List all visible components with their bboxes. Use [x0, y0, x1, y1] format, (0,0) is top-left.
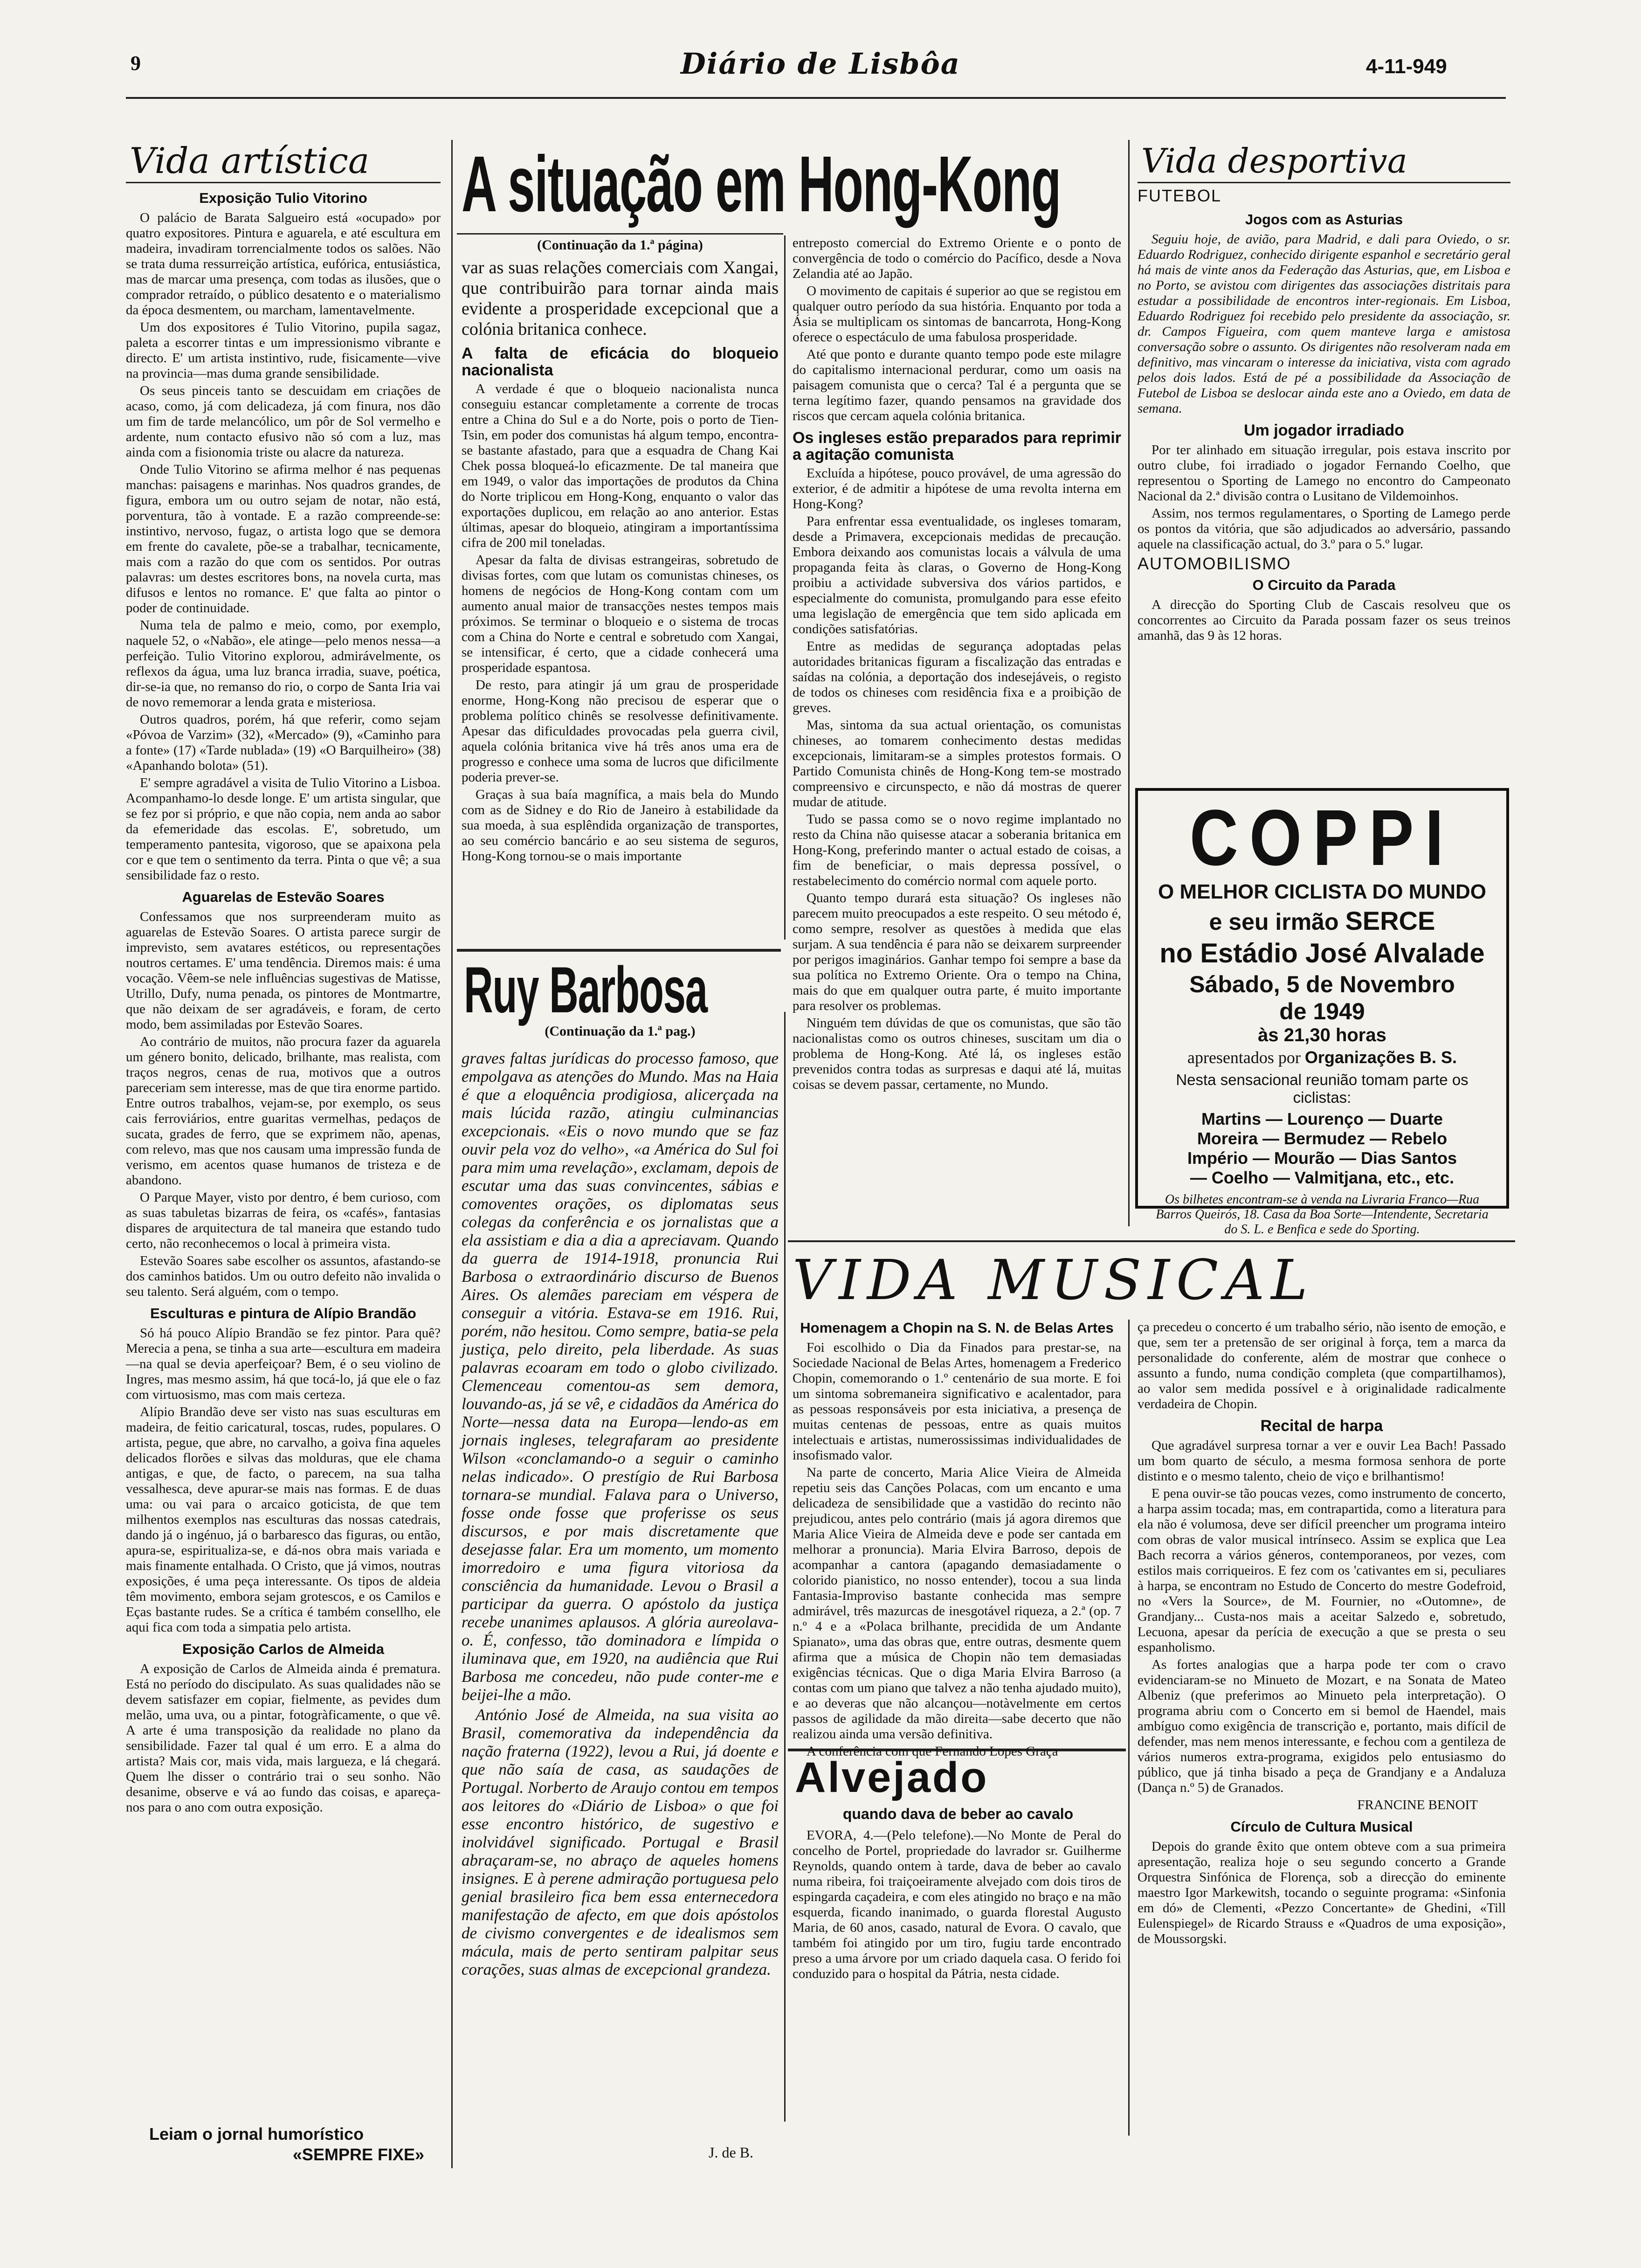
musical-col-a [793, 1320, 1121, 1759]
paragraph: Mas, sintoma da sua actual orientação, os comunistas chineses, ao tomarem conhecimento destas medidas excepcionais, limitaram-se a simples protestos formais. O Partido Comunista chinês de Hong-Kong tem-se mostrado compreensivo e circunspecto, e não dá mostras de querer mudar de atitude. [793, 718, 1121, 809]
paragraph: Ninguém tem dúvidas de que os comunistas, que são tão nacionalistas como os outros chineses, suscitam um dia o problema de Hong-Kong. Até lá, os ingleses estão prevenidos contra todas as surpresas e daqui até lá, muitas coisas se devem passar, certamente, no Mundo. [793, 1016, 1121, 1092]
sports-articles [1138, 211, 1510, 643]
rule-musical-top [788, 1240, 1515, 1242]
page-number: 9 [131, 52, 141, 75]
hongkong-rule [457, 233, 783, 235]
column-rule-2 [1128, 140, 1130, 1226]
coppi-riders-4: — Coelho — Valmitjana, etc., etc. [1190, 1168, 1455, 1187]
paragraph: As fortes analogias que a harpa pode ter com o cravo evidenciaram-se no Minueto de Mozart, e na Sonata de Mateo Albeniz (que preferimos ao Minueto pela interpretação). O programa abriu com o Concerto em si bemol de Haendel, mais ambíguo como exigência de transcrição e, portanto, mais difícil de defender, mas nem menos interessante, e fechou com a gentileza de vários numeros extra-programa, exigidos pelo entusiasmo do público, que já tinha bisado a peça de Grandjany e a Andaluza (Dança n.º 5) de Granados. [1138, 1657, 1506, 1795]
coppi-line-1: O MELHOR CICLISTA DO MUNDO [1158, 880, 1486, 903]
headline-circuito-parada: O Circuito da Parada [1252, 577, 1396, 593]
ruy-signature: J. de B. [709, 2144, 753, 2161]
paragraph: O palácio de Barata Salgueiro está «ocupado» por quatro expositores. Pintura e aguarela, e até escultura em madeira, invadiram torrencialmente todos os salões. Não se trata duma ressurreição artística, eufórica, entusiástica, mas de marcar uma presença, com todas as ilusões, que o comprador retraído, o público desatento e o materialismo da época desmentem, ou marcham, lamentavelmente. [126, 210, 441, 318]
ruy-headline: Ruy Barbosa [464, 953, 707, 1026]
paragraph: E pena ouvir-se tão poucas vezes, como instrumento de concerto, a harpa assim tocada; mas, em contrapartida, como a literatura para ela não é volumosa, deve ser difícil preencher um programa inteiro com obras de valor musical intrínseco. Assim se explica que Lea Bach recorra a vários géneros, contemporaneos, por vezes, com estilos mais corriqueiros. E fez com os 'cativantes em si, peculiares à harpa, se encontram no Estudo de Concerto do mestre Godefroid, no «Vers la Source», de M. Fournier, no «Outomne», de Grandjany... Custa-nos mais a aceitar Salzedo e, sobretudo, Lecuona, apesar da perícia de execução a que se presta o seu espanholismo. [1138, 1486, 1506, 1655]
vida-artistica-column [126, 140, 441, 2173]
paragraph: Um dos expositores é Tulio Vitorino, pupila sagaz, paleta a escorrer tintas e um impressionismo vibrante e directo. E' um artista instintivo, rude, fisicamente—vive na provincia—mas duma grande sensibilidade. [126, 320, 441, 381]
hongkong-headline: A situação em Hong-Kong [462, 140, 1061, 228]
coppi-line-8: Nesta sensacional reunião tomam parte os ciclistas: [1176, 1071, 1469, 1106]
ruy-headline-box [459, 953, 781, 1026]
coppi-riders-1: Martins — Lourenço — Duarte [1201, 1109, 1443, 1128]
paragraph: A verdade é que o bloqueio nacionalista nunca conseguiu estancar completamente a corrente de trocas entre a China do Sul e a do Norte, pois o porto de Tien-Tsin, em poder dos comunistas há algum tempo, encontra-se bastante afastado, para que a esquadra de Chang Kai Chek possa bloqueá-lo eficazmente. De tal maneira que em 1949, o valor das importações de produtos da China do Norte triplicou em Hong-Kong, enquanto o valor das exportações duplicou, em relação ao ano anterior. Estas últimas, apesar do bloqueio, atingiram a importantíssima cifra de 200 mil toneladas. [462, 381, 779, 550]
coppi-organizer: Organizações B. S. [1304, 1048, 1457, 1067]
paragraph: O Parque Mayer, visto por dentro, é bem curioso, com as suas tabuletas bizarras de feira, os «cafés», fantasias dispares de arquitectura de tal maneira que estando tudo certo, não reconhecemos o local à primeira vista. [126, 1190, 441, 1251]
coppi-serce: SERCE [1345, 906, 1435, 935]
paragraph: Os seus pinceis tanto se descuidam em criações de acaso, como, já com delicadeza, já com finura, nos dão um fim de tarde melancólico, um pôr de Sol vermelho e ardente, num contacto efusivo não só com a luz, mas ainda com a fisionomia triste ou alacre da natureza. [126, 383, 441, 460]
signature-francine-benoit: FRANCINE BENOIT [1357, 1798, 1478, 1812]
paragraph: O movimento de capitais é superior ao que se registou em qualquer outro período da sua história. Enquanto por toda a Ásia se multiplicam os sintomas de bancarrota, Hong-Kong oferece o espectáculo de uma fabulosa prosperidade. [793, 284, 1121, 345]
hongkong-continuation: (Continuação da 1.ª página) [537, 237, 703, 253]
coppi-line-7 [1138, 1048, 1506, 1067]
hongkong-lead: var as suas relações comerciais com Xangai, que contribuirão para tornar ainda mais evidente a prosperidade excepcional que a colónia britanica conhece. [462, 258, 779, 339]
hongkong-col-a [462, 235, 779, 947]
category-automobilismo: AUTOMOBILISMO [1138, 554, 1291, 573]
coppi-tickets: Os bilhetes encontram-se à venda na Livraria Franco—Rua Barros Queirós, 18. Casa da Boa Sorte—Intendente, Secretaria do S. L. e Benfica e sede do Sporting. [1156, 1192, 1489, 1237]
musical-col-b [1138, 1320, 1506, 2150]
coppi-name: COPPI [1189, 794, 1455, 882]
paragraph: Para enfrentar essa eventualidade, os ingleses tomaram, desde a Primavera, excepcionais medidas de precaução. Embora deixando aos comunistas locais a válvula de uma propaganda feita às claras, o Governo de Hong-Kong proibiu a actividade subversiva dos vários partidos, e especialmente do comunista, promulgando para esse efeito uma legislação de emergência que tem sido aplicada em condições satisfatórias. [793, 514, 1121, 636]
paragraph: Só há pouco Alípio Brandão se fez pintor. Para quê? Merecia a pena, se tinha a sua arte—escultura em madeira—na qual se devia aperfeiçoar? Bem, é o seu violino de Ingres, mas mesmo assim, há que tocá-lo, já que ele o faz com virtuosismo, mas com mais certeza. [126, 1326, 441, 1402]
section-title-vida-desportiva: Vida desportiva [1138, 140, 1510, 183]
coppi-line-7a: apresentados por [1187, 1048, 1301, 1067]
paragraph: Seguiu hoje, de avião, para Madrid, e dali para Oviedo, o sr. Eduardo Rodriguez, conhecido dirigente espanhol e secretário geral há mais de vinte anos da Federação das Asturias, que, em Lisboa e no Porto, se avistou com dirigentes das associações distritais para estudar a possibilidade de encontros inter-regionais. Em Lisboa, Eduardo Rodriguez foi recebido pelo presidente da associação, sr. dr. Campos Figueira, com quem manteve larga e amistosa conversação sobre o assunto. Os dirigentes não resolveram nada em definitivo, mas vincaram o interesse da iniciativa, vista com agrado pelos dois lados. Está de pé a possibilidade da Associação de Futebol de Lisboa se deslocar ainda este ano a Oviedo, em data de semana. [1138, 232, 1510, 416]
paragraph: ça precedeu o concerto é um trabalho sério, não isento de emoção, e que, sem ter a pretensão de ser original à força, tem a marca da personalidade do conferente, além de mostrar que conhece o assunto a fundo, numa condição completa (que compartilhamos), ao valor sem medida possível e à originalidade radicalmente verdadeira de Chopin. [1138, 1320, 1506, 1411]
paragraph: E' sempre agradável a visita de Tulio Vitorino a Lisboa. Acompanhamo-lo desde longe. E' um artista singular, que se fez por si próprio, e que não copia, nem anda ao sabor da efemeridade das escolas. E', sobretudo, um temperamento pantesita, vigoroso, que se apaixona pela cor e que tem o sentimento da terra. Pinta o que vê; a sua sensibilidade faz o resto. [126, 775, 441, 883]
paragraph: Excluída a hipótese, pouco provável, de uma agressão do exterior, é de admitir a hipótese de uma revolta interna em Hong-Kong? [793, 466, 1121, 512]
coppi-riders-2: Moreira — Bermudez — Rebelo [1197, 1129, 1448, 1148]
headline-jogador-irradiado: Um jogador irradiado [1244, 422, 1404, 439]
paragraph: Depois do grande êxito que ontem obteve com a sua primeira apresentação, realiza hoje o seu segundo concerto a Grande Orquestra Sinfónica de Florença, sob a direcção do eminente maestro Igor Markewitsh, tocando o seguinte programa: «Sinfonia em dó» de Clementi, «Pezzo Concertante» de Ghedini, «Till Eulenspiegel» de Ricardo Strauss e «Quadros de uma exposição», de Moussorgski. [1138, 1839, 1506, 1946]
alvejado-subhead: quando dava de beber ao cavalo [842, 1805, 1074, 1822]
headline-estevao-soares: Aguarelas de Estevão Soares [182, 889, 385, 905]
paragraph: Tudo se passa como se o novo regime implantado no resto da China não quisesse atacar a soberania britanica em Hong-Kong, preferindo manter o actual estado de coisas, a fim de beneficiar, o mais depressa possível, o restabelecimento do comércio normal com aquele porto. [793, 812, 1121, 888]
coppi-line-6: às 21,30 horas [1258, 1025, 1386, 1045]
category-futebol: FUTEBOL [1138, 186, 1222, 205]
paragraph: De resto, para atingir já um grau de prosperidade enorme, Hong-Kong não precisou de esperar que o problema político chinês se resolvesse definitivamente. Apesar das dificuldades provocadas pela guerra civil, aquela colónia britanica vive há três anos uma era de progresso e conhece uma soma de lucros que dificilmente poderia prever-se. [462, 678, 779, 785]
alvejado-article [793, 1828, 1121, 2145]
coppi-line-2 [1138, 906, 1506, 936]
issue-date: 4-11-949 [1366, 55, 1447, 78]
page-header [0, 0, 1641, 117]
paragraph: Alípio Brandão deve ser visto nas suas esculturas em madeira, de feitio caricatural, toscas, rudes, populares. O artista, pegue, que abre, no carvalho, a goiva fina aqueles delicados florões e silvas das molduras, que ele chama antigas, e que, de facto, o parecem, na sua talha vessalhesca, deve apurar-se mais nas formas. E de duas uma: ou vai para o arcaico goticista, de que tem milhentos exemplos nas esculturas das nossas catedrais, dando já o ingénuo, já o barbaresco das figuras, ou então, apura-se, espiritualiza-se, e dá-nos obra mais variada e mais finamente entalhada. O Cristo, que já vimos, noutras exposições, é uma peça interessante. Os tipos de aldeia têm movimento, embora sejam grotescos, e os Camilos e Eças bastante rudes. Se a crítica é também consellho, ele aqui fica com toda a simpatia pelo artista. [126, 1404, 441, 1635]
ad-line-1: Leiam o jornal humorístico [149, 2124, 364, 2144]
coppi-line-3: no Estádio José Alvalade [1159, 938, 1485, 968]
headline-jogos-asturias: Jogos com as Asturias [1245, 211, 1403, 228]
paragraph: Foi escolhido o Dia da Finados para prestar-se, na Sociedade Nacional de Belas Artes, homenagem a Frederico Chopin, comemorando o 1.º centenário de sua morte. E foi um sintoma sobremaneira significativo e acalentador, para as pessoas responsáveis por esta iniciativa, a presença de muitas centenas de pessoas, entre as quais muitos intelectuais e artistas, numerossissimas individualidades de insofismado valor. [793, 1340, 1121, 1463]
paragraph: A conferência com que Fernando Lopes Graça [807, 1744, 1058, 1759]
paragraph: entreposto comercial do Extremo Oriente e o ponto de convergência de todo o comércio do Pacífico, desde a Nova Zelandia até ao Japão. [793, 235, 1121, 281]
coppi-line-4: Sábado, 5 de Novembro [1189, 971, 1455, 997]
headline-carlos-almeida: Exposição Carlos de Almeida [182, 1641, 384, 1657]
headline-circulo-cultura-musical: Círculo de Cultura Musical [1230, 1819, 1413, 1835]
section-title-vida-artistica: Vida artística [126, 140, 441, 183]
paragraph: Na parte de concerto, Maria Alice Vieira de Almeida repetiu seis das Canções Polacas, com um encanto e uma delicadeza de sensibilidade que a vastidão do recinto não prejudicou, antes pelo contrário (mais já agora diremos que Maria Alice Vieira de Almeida deve e pode ser cantada em melhorar a pronuncia). Maria Elvira Barroso, depois de acompanhar a cantora (apagando demasiadamente o colorido pianistico, no nosso entender), tocou a sua linda Fantasia-Improviso bastante conhecida mas sempre admirável, três mazurcas de inesgotável riqueza, a 2.ª (op. 7 n.º 4 e a «Polaca brilhante, precidida de um Andante Spianato», uma das obras que, entre outras, desmente quem afirma que a música de Chopin não tem demasiadas exigências técnicas. Que o diga Maria Elvira Barroso (a contas com um piano que talvez a não tenha ajudado muito), e ao deveras que não alcançou—notàvelmente em certos passos de agilidade da mão direita—sabe decerto que não realizou ainda uma versão definitiva. [793, 1465, 1121, 1742]
hongkong-subhead-1: A falta de eficácia do bloqueio nacionalista [462, 345, 779, 379]
coppi-line-2a: e seu irmão [1209, 909, 1339, 935]
masthead: Diário de Lisbôa [681, 47, 960, 81]
paragraph: Por ter alinhado em situação irregular, pois estava inscrito por outro clube, foi irradiado o jogador Fernando Coelho, que representou o Sporting de Lamego no encontro do Campeonato Nacional da 2.ª divisão contra o Lusitano de Vildemoinhos. [1138, 443, 1510, 504]
hongkong-col-b [793, 235, 1121, 1233]
alvejado-headline: Alvejado [795, 1754, 989, 1801]
column-rule-5 [1128, 1320, 1130, 2136]
hongkong-headline-box [457, 140, 1124, 233]
paragraph: Estevão Soares sabe escolher os assuntos, afastando-se dos caminhos batidos. Um ou outro defeito não invalida o seu talento. Será alguém, com o tempo. [126, 1253, 441, 1299]
coppi-riders-3: Império — Mourão — Dias Santos [1187, 1148, 1457, 1168]
paragraph: Graças à sua baía magnífica, a mais bela do Mundo com as de Sidney e do Rio de Janeiro à estabilidade da sua moeda, à sua esplêndida organização de transportes, ao seu comércio bancário e ao seu sistema de seguros, Hong-Kong tornou-se o mais importante [462, 787, 779, 864]
ruy-continuation: (Continuação da 1.ª pag.) [545, 1023, 696, 1039]
paragraph: Que agradável surpresa tornar a ver e ouvir Lea Bach! Passado um bom quarto de século, a mesma formosa senhora de porte distinto e o mesmo talento, cheio de viço e brilhantismo! [1138, 1438, 1506, 1484]
headline-tulio-vitorino: Exposição Tulio Vitorino [199, 190, 367, 206]
paragraph: A direcção do Sporting Club de Cascais resolveu que os concorrentes ao Circuito da Parada possam fazer os seus treinos amanhã, das 9 às 12 horas. [1138, 597, 1510, 643]
paragraph: A exposição de Carlos de Almeida ainda é prematura. Está no período do discipulato. As suas qualidades não se devem satisfazer em copiar, fielmente, as pevides dum melão, uma uva, ou a pintar, fotogràficamente, o que vê. A arte é uma transposição da realidade no plano da sensibilidade. Fazer tal qual é um erro. E a alma do artista? Mais cor, mais vida, mais largueza, e lá chegará. Quem lhe disser o contrário trai o seu sonho. Não desanime, observe e vá ao fundo das coisas, e apareça-nos para o ano com outra exposição. [126, 1661, 441, 1815]
paragraph: Confessamos que nos surpreenderam muito as aguarelas de Estevão Soares. O artista parece surgir de imprevisto, sem avatares estéticos, ou representações noutros certames. E' uma tendência. Diremos mais: é uma vocação. Vêem-se nele influências sugestivas de Matisse, Utrillo, Dufy, numa penada, os pintores de Montmartre, que não deixam de ser agradáveis, e foram, de certo modo, bem assimiladas por Estevão Soares. [126, 909, 441, 1032]
paragraph: Outros quadros, porém, há que referir, como sejam «Póvoa de Varzim» (32), «Mercado» (9), «Caminho para a fonte» (17) «Tarde nublada» (19) «O Barquilheiro» (38) «Apanhando bolota» (51). [126, 712, 441, 773]
column-rule-4 [784, 1012, 786, 2122]
headline-homenagem-chopin: Homenagem a Chopin na S. N. de Belas Artes [800, 1320, 1114, 1336]
paragraph: Apesar da falta de divisas estrangeiras, sobretudo de divisas fortes, com que lutam os comunistas chineses, os homens de negócios de Hong-Kong contam com um aumento anual maior de transacções nestes tempos mais próximos. Se terminar o bloqueio e o sistema de trocas com a China do Norte e central e sobretudo com Xangai, se intensificar, é certo, que a cidade conhecerá uma prosperidade espantosa. [462, 553, 779, 675]
column-rule-1 [451, 140, 453, 2168]
section-title-vida-musical: VIDA MUSICAL [793, 1248, 1314, 1312]
rule-ruy-top [457, 949, 781, 952]
paragraph: Entre as medidas de segurança adoptadas pelas autoridades britanicas figuram a fiscalização das entradas e saídas na colónia, a deportação dos indesejáveis, o registo de todos os chineses com residência fixa e a proibição de greves. [793, 639, 1121, 715]
vida-desportiva-column [1138, 140, 1510, 783]
article-tulio-vitorino [126, 190, 441, 1815]
paragraph: Assim, nos termos regulamentares, o Sporting de Lamego perde os pontos da vitória, que são adjudicados ao adversário, passando aquele na classificação actual, do 3.º para o 5.º lugar. [1138, 506, 1510, 552]
headline-alipio-brandao: Esculturas e pintura de Alípio Brandão [150, 1305, 416, 1321]
paragraph: Até que ponto e durante quanto tempo pode este milagre do capitalismo internacional perdurar, como um oasis na paisagem comunista que o cerca? Tal é a pergunta que se terna legítimo fazer, quando pensamos na gravidade dos riscos que cercam aquela colónia britanica. [793, 347, 1121, 423]
header-rule [126, 97, 1506, 99]
coppi-advertisement [1135, 788, 1509, 1237]
paragraph: Onde Tulio Vitorino se afirma melhor é nas pequenas manchas: paisagens e marinhas. Nos quadros grandes, de figura, embora um ou outro sejam de notar, não está, porventura, tão à vontade. E a razão compreende-se: instintivo, nervoso, fugaz, o artista logo que se demora em frente do cavalete, põe-se a trabalhar, tecnicamente, mais com a razão do que com os sentidos. Por outras palavras: um destes escritores bons, na novela curta, mas difusos e lentos no romance. E' que falta ao pintor o poder de continuidade. [126, 462, 441, 615]
paragraph: Numa tela de palmo e meio, como, por exemplo, naquele 52, o «Nabão», ele atinge—pelo menos nessa—a perfeição. Tulio Vitorino explorou, admirávelmente, os reflexos da água, uma luz branca irradia, suave, poética, dir-se-ia que, no remanso do rio, o corpo de Santa Iria vai de novo rememorar a lenda grata e misteriosa. [126, 618, 441, 710]
paragraph: Quanto tempo durará esta situação? Os ingleses não parecem muito preocupados a este respeito. O seu método é, como sempre, resolver as questões à medida que elas surjam. A sua tendência é para não se deixarem surpreender por perigos imaginários. Ganhar tempo foi sempre a base da sua política no Extremo Oriente. Ora o tempo na China, mais do que em qualquer outra parte, é muito importante para resolver os problemas. [793, 891, 1121, 1013]
coppi-line-5: de 1949 [1279, 998, 1365, 1024]
paragraph: graves faltas jurídicas do processo famoso, que empolgava as atenções do Mundo. Mas na Haia é que a eloquência prodigiosa, alicerçada na mais lúcida razão, atingiu culminancias excepcionais. «Eis o novo mundo que se faz ouvir pela voz do velho», «a América do Sul foi para mim uma revelação», exclamam, depois de escutar uma das suas convincentes, sábias e comoventes orações, os diplomatas seus colegas da conferência e os jornalistas que a ela assistiam e dia a dia a apreciavam. Quando da guerra de 1914-1918, pronuncia Rui Barbosa o extraordinário discurso de Buenos Aires. Os alemães pareciam em véspera de conseguir a vitória. Estava-se em 1916. Rui, porém, não hesitou. Como sempre, batia-se pela justiça, pelo direito, pela liberdade. As suas palavras ecoaram em todo o globo civilizado. Clemenceau comentou-as sem demora, louvando-as, já se vê, e cidadãos da América do Norte—nessa data na Europa—lendo-as em jornais ingleses, telegrafaram ao presidente Wilson «conclamando-o a seguir o caminho nelas indicado». O prestígio de Rui Barbosa tornara-se mundial. Falava para o Universo, fosse onde fosse que proferisse os seus discursos, e por mais discretamente que desejasse falar. Era um momento, um momento imorredoiro e uma figura vitoriosa da consciência da humanidade. Levou o Brasil a participar da guerra. O apóstolo da justiça recebe unanimes aplausos. A glória aureolava-o. É, confesso, tão dominadora e límpida o iluminava que, em 1920, na audiência que Rui Barbosa me concedeu, não pude conter-me e beijei-lhe a mão. [462, 1049, 779, 1704]
paragraph: António José de Almeida, na sua visita ao Brasil, comemorativa da independência da nação fraterna (1922), levou a Rui, já doente e que não saía de casa, as saudações de Portugal. Norberto de Araujo contou em tempos aos leitores do «Diário de Lisboa» o que foi esse encontro histórico, de sugestivo e inolvidável significado. Portugal e Brasil abraçaram-se, no abraço de aqueles homens insignes. E à perene admiração portuguesa pelo genial brasileiro fica bem essa enternecedora manifestação de afecto, em que dois apóstolos de civismo convergentes e de idealismos sem mácula, mais de perto sentiram palpitar seus corações, suas almas de excepcional grandeza. [462, 1706, 779, 1978]
paragraph: EVORA, 4.—(Pelo telefone).—No Monte de Peral do concelho de Portel, propriedade do lavrador sr. Guilherme Reynolds, quando ontem à tarde, dava de beber ao cavalo numa ribeira, foi traiçoeiramente alvejado com dois tiros de espingarda caçadeira, e com eles atingido no braço e na mão esquerda, ficando inanimado, o guarda florestal Augusto Maria, de 60 anos, casado, natural de Evora. O cavalo, que também foi atingido por um tiro, fugiu tarde encontrado preso a uma árvore por um criado daquela casa. O ferido foi conduzido para o hospital da Pátria, nesta cidade. [793, 1828, 1121, 1981]
hongkong-subhead-2: Os ingleses estão preparados para reprimir a agitação comunista [793, 429, 1121, 463]
paragraph: Ao contrário de muitos, não procura fazer da aguarela um género bonito, delicado, brilhante, mas realista, com traços negros, cenas de rua, motivos que a outros pareceriam sem interesse, mas de que tira enorme partido. Entre outros trabalhos, vejam-se, por exemplo, os seus cais ferroviários, entre guaritas vermelhas, pedaços de sucata, grades de ferro, que se exprimem não, apenas, com relevo, mas que nos causam uma impressão funda de verismo, em acentos quase humanos de tristeza e de abandono. [126, 1034, 441, 1188]
ad-line-2: «SEMPRE FIXE» [292, 2145, 424, 2164]
column-rule-3 [784, 235, 786, 940]
ad-sempre-fixe [140, 2124, 434, 2165]
ruy-article [462, 1049, 779, 2126]
headline-recital-harpa: Recital de harpa [1260, 1417, 1383, 1435]
